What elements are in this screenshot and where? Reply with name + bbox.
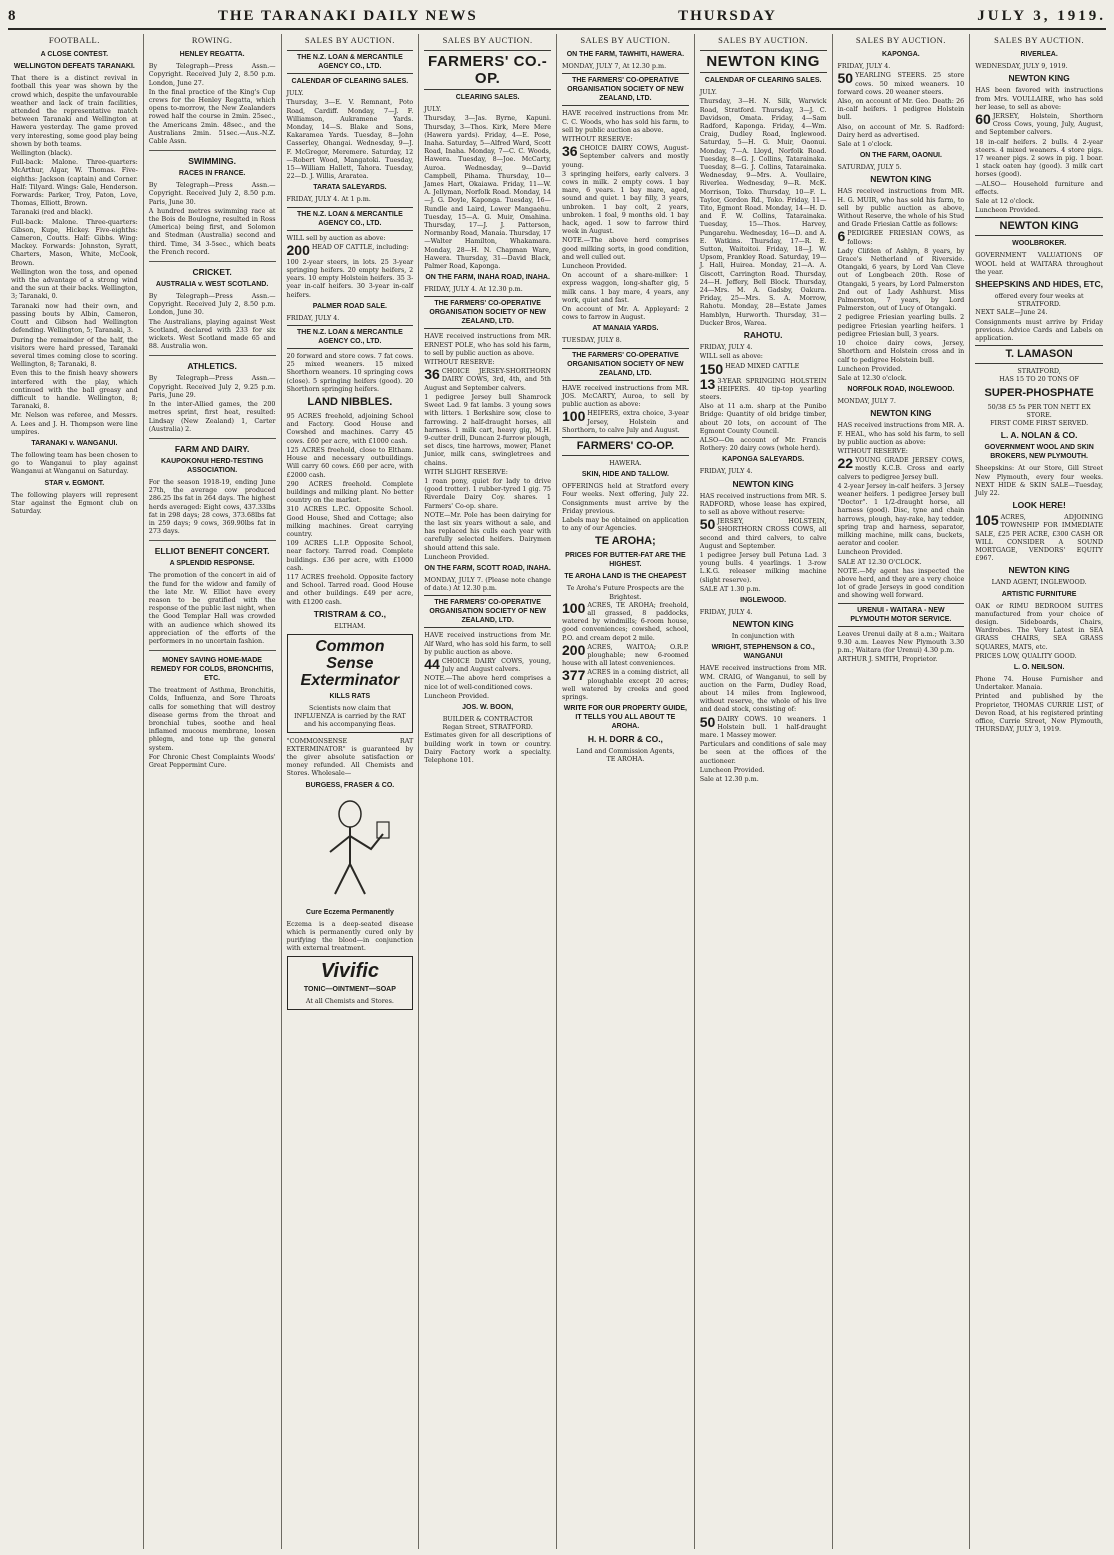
column-2 [144,34,282,1549]
paragraph: Full-back: Malone. Three-quarters: McArthur, Algar, W. Thomas. Five-eighths: Jackson (captain) and Corner. Half: Tilyard. Wings: Gale, Henderson. Forwards: Parker, Troy, Paton, Love, Thomas, Elliott, Brown. [11,158,138,208]
section-heading: URENUI - WAITARA - NEW PLYMOUTH MOTOR SERVICE. [838,603,965,627]
paragraph: For the season 1918-19, ending June 27th, the average cow produced 286.25 lbs fat in 264 days. The highest herds averaged: Eight cows, 437.33lbs fat in 298 days; 28 cows, 373.68lbs fat in 259 days; 9 cows, 369.90lbs fat in 273 days. [148,477,276,536]
lot-listing [700,377,827,402]
lot-listing [562,668,689,701]
lot-listing [838,229,965,245]
paragraph: Sale at 12.30 p.m. [699,775,759,784]
paragraph: HAVE received instructions from MR. JOS. McCARTY, Auroa, to sell by public auction as above: [562,383,689,409]
centered-line: FIRST COME FIRST SERVED. [990,419,1089,428]
paragraph: WITHOUT RESERVE: [424,358,495,367]
section-heading: NEWTON KING [1008,565,1070,576]
paragraph: By Telegraph—Press Assn.—Copyright. Received July 2, 8.50 p.m. London, June 30. [148,292,276,317]
paragraph: 1 pedigree Jersey bull Shamrock Sweet Lad. 9 fat lambs. 3 young sows with litters. 1 Berkshire sow, close to farrowing. 2 half-draught horses, all harness. 1 milk cart, heavy gig, M.H. 9-cutter drill, Duncan 2-furrow plough, set discs, tine harrows, mower, Planet Junior, milk cans, swingletrees and chains. [424,392,551,467]
centered-line: Land and Commission Agents, [576,747,675,756]
paragraph: Consignments must arrive by Friday previous. Advice Cards and Labels on application. [975,317,1103,343]
centered-line: BUILDER & CONTRACTOR [442,714,533,723]
lot-description: CHOICE DAIRY COWS, young, July and August calvers. [441,656,551,674]
section-heading: H. H. DORR & CO., [587,734,663,745]
section-heading: HENLEY REGATTA. [179,51,245,59]
paragraph: The treatment of Asthma, Bronchitis, Colds, Influenza, and Sore Throats calls for something that will destroy disease germs from the throat and bronchial tubes, soothe and heal inflamed mucous membrane, loosen phlegm, and tone up the general system. [148,686,276,752]
section-heading: SUPER-PHOSPHATE [984,386,1094,399]
paragraph: 1 pedigree Jersey bull Petuna Lad. 3 young bulls. 4 yearlings. 1 3-row L.K.G. releaser milking machine (slight reserve). [699,550,827,584]
section-heading: SHEEPSKINS AND HIDES, ETC, [975,279,1103,290]
lot-description: HEIFERS, extra choice, 3-year Jersey, Holstein and Shorthorn, to calve July and August. [562,409,689,434]
paragraph: During the remainder of the half, the visitors were hard pressed, Taranaki several times coming close to scoring. Wellington, 8; Taranaki, 8. [11,335,138,369]
paragraph: NOTE—Mr. Pole has been dairying for the last six years without a sale, and has replaced his culls each year with carefully selected heifers. Dairymen should attend this sale. [424,510,551,552]
section-heading: NEWTON KING [870,408,932,419]
centered-line: Te Aroha's Future Prospects are the Brightest. [566,584,684,601]
paragraph: Also at 11 a.m. sharp at the Punibo Bridge: Quantity of old bridge timber, about 20 lots, on account of The Egmont County Council. [699,402,827,435]
lot-number: 100 [562,408,586,425]
lot-description: 3-YEAR SPRINGING HOLSTEIN HEIFERS. 40 tip-top yearling steers. [699,376,827,401]
paragraph: FRIDAY, JULY 4. [699,607,753,616]
ad-subtitle: TONIC—OINTMENT—SOAP [303,986,396,994]
section-heading: ON THE FARM, INAHA ROAD, INAHA. [425,274,550,282]
paragraph: For Chronic Chest Complaints Woods' Great Peppermint Cure. [148,752,276,769]
paragraph: Also, on account of Mr. S. Radford: Dairy herd as advertised. [837,122,965,139]
section-heading: MONEY SAVING HOME-MADE REMEDY FOR COLDS, BRONCHITIS, ETC. [150,657,274,683]
paragraph: Also, on account of Mr. Geo. Death: 26 in-calf heifers. 1 pedigree Holstein bull. [837,97,965,122]
section-heading: GOVERNMENT WOOL AND SKIN BROKERS, NEW PLYMOUTH. [984,444,1094,461]
paragraph: The following team has been chosen to go to Wanganui to play against Wanganui at Wanganui on Saturday. [11,450,138,476]
paragraph: 290 ACRES freehold. Complete buildings and milking plant. No better country on the market. [286,479,414,505]
section-heading: NEWTON KING [870,174,932,185]
lot-description: YOUNG GRADE JERSEY COWS, mostly K.C.B. Cross and early calvers to pedigree Jersey bull. [837,456,965,481]
paragraph: 310 ACRES L.P.C. Opposite School. Good House, Shed and Cottage; also milking machines. Great carrying country. [286,505,414,538]
paragraph: HAS been favored with instructions from Mrs. VOULLAIRE, who has sold her lease, to sell as above: [975,86,1103,111]
column-4 [419,34,557,1549]
lot-number: 150 [699,360,724,377]
paragraph: HAVE received instructions from MR. WM. CRAIG, of Wanganui, to sell by auction on the Farm, Dudley Road, about 14 miles from Inglewood, without reserve, the whole of his live and dead stock, consisting of: [699,664,827,714]
column-header: SALES BY AUCTION. [718,35,809,45]
paragraph: Lady Clifden of Ashlyn, 8 years, by Grace's Netherland of Riverside. Otangaki, 6 years, by Lord Van Cleve out of Longbeach 20th. Rose of Otangaki, 5 years, by Lord Palmerston 2nd out of Lady Ashhurst. Miss Palmerston, 7 years, by Lord Palmerston, out of Lucy of Otangaki. [837,246,965,313]
column-6 [695,34,833,1549]
section-heading: THE FARMERS' CO-OPERATIVE ORGANISATION SOCIETY OF NEW ZEALAND, LTD. [562,73,689,106]
section-heading: A CLOSE CONTEST. [40,51,109,59]
section-heading: TARANAKI v. WANGANUI. [31,439,118,447]
paragraph: WILL sell as above: [699,352,763,361]
lot-listing [424,657,551,673]
section-heading: SKIN, HIDE AND TALLOW. [581,471,669,479]
section-heading: NEWTON KING [732,619,794,630]
ad-title: Vivific [320,960,379,983]
column-5 [557,34,695,1549]
section-heading: TE AROHA; [595,535,656,548]
section-heading: LOOK HERE! [1012,500,1066,511]
lot-listing [700,517,827,550]
paragraph: 10 choice dairy cows, Jersey, Shorthorn and Holstein cross and in calf to pedigree Holstein bull. [837,339,965,364]
paragraph: Luncheon Provided. [699,765,765,774]
paragraph: 100 2-year steers, in lots. 25 3-year springing heifers. 20 empty heifers, 2 years. 10 empty Holstein heifers. 35 3-year in-calf heifers. 30 3-year in-calf heifers. [286,257,414,299]
divider [149,150,276,151]
section-heading: ON THE FARM, SCOTT ROAD, INAHA. [424,564,551,572]
centered-line: 50/38 £5 5s PER TON NETT EX STORE. [987,402,1091,419]
centered-line: HAS 15 TO 20 TONS OF [999,375,1079,384]
ad-title: Common Sense Exterminator [300,637,400,689]
section-heading: WRITE FOR OUR PROPERTY GUIDE, IT TELLS YOU ALL ABOUT TE AROHA. [563,705,687,731]
centered-line: LAND AGENT, INGLEWOOD. [991,578,1087,587]
lot-number: 50 [837,70,854,87]
paragraph: Taranaki (red and black). [11,208,93,217]
lot-description: HEAD OF CATTLE, including: [311,242,409,251]
advertisement [287,634,414,733]
paragraph: On account of Mr. A. Appleyard: 2 cows to farrow in August. [562,305,689,322]
column-3 [282,34,420,1549]
column-1 [6,34,144,1549]
lot-number: 60 [975,111,991,128]
lot-description: ACRES, WAITOA; O.R.P. ploughable; new 6-roomed house with all latest conveniences. [562,642,689,668]
paragraph: HAVE received instructions from MR. ERNEST POLE, who has sold his farm, to sell by public auction as above. [424,332,551,357]
paragraph: WITH SLIGHT RESERVE: [424,467,508,476]
section-heading: CRICKET. [192,267,232,278]
section-heading: ARTISTIC FURNITURE [1001,590,1077,598]
centered-line: HAWERA. [609,458,642,467]
lot-description: HEAD MIXED CATTLE [725,361,800,370]
section-heading: LAND NIBBLES. [307,396,393,409]
lot-number: 50 [699,713,716,730]
paragraph: 125 ACRES freehold, close to Eltham. House and necessary outbuildings. Will carry 60 cows. £60 per acre, with £2000 cash. [286,445,414,479]
paragraph: The promotion of the concert in aid of the fund for the widow and family of the late Mr. W. Elliot have every reason to be gratified with the response of the public last night, when the Good Templar Hall was crowded with an audience which showed its appreciation of the efforts of the performers in no uncertain fashion. [148,571,276,645]
paragraph: By Telegraph—Press Assn.—Copyright. Received July 2, 8.50 p.m. London, June 27. [148,62,276,87]
section-heading: L. A. NOLAN & CO. [1000,430,1078,441]
paragraph: Thursday, 3—E. V. Remnant, Poto Road, Cardiff. Monday, 7—J. F. Williamson, Aukramene Yards. Monday, 14—S. Blake and Sons, Kakaramea Yards. Tuesday, 8—John Casserley, Ohangai. Wednesday, 9—J. F. McGregor, Meremere. Saturday, 12—Robert Wood, Mangatoki. Tuesday, 15—William Hallett, Tahora. Tuesday, 22—D. J. Willis, Araratea. [286,98,414,181]
paragraph: FRIDAY, JULY 4. [837,62,891,71]
lot-number: 13 [699,375,716,392]
section-heading: TE AROHA LAND IS THE CHEAPEST [564,573,687,581]
section-heading: NEWTON KING [732,478,794,489]
paragraph: ALSO—On account of Mr. Francis Rothery: 20 dairy cows (whole herd). [699,435,827,453]
section-heading: THE FARMERS' CO-OPERATIVE ORGANISATION SOCIETY OF NEW ZEALAND, LTD. [562,348,689,381]
paragraph: In the final practice of the King's Cup crews for the Henley Regatta, which opens to-morrow, the New Zealanders rowed half the course in 2min. 25sec., the Americans 2min. 48sec., and the Australians 2min. 51sec.—Aus.-N.Z. Cable Assn. [148,87,276,146]
masthead-day: THURSDAY [678,7,777,24]
divider [149,650,276,651]
divider [149,261,276,262]
paragraph: JULY. [699,88,717,97]
paragraph: The following players will represent Star against the Egmont club on Saturday. [11,490,138,515]
paragraph: HAVE received instructions from Mr. Alf Ward, who has sold his farm, to sell by public auction as above. [424,631,551,656]
ad-text: At all Chemists and Stores. [305,997,394,1006]
lot-listing [700,362,827,376]
lot-description: ACRES, ADJOINING TOWNSHIP FOR IMMEDIATE SALE, £25 PER ACRE, £300 CASH OR WILL CONSIDER A SOUND MORTGAGE, VENDORS' EQUITY £967. [975,513,1103,563]
paragraph: SALE AT 1.30 p.m. [699,584,761,593]
section-heading: TRISTRAM & CO., [313,608,386,619]
paragraph: Luncheon Provided. [562,262,627,271]
paragraph: FRIDAY, JULY 4. [699,467,753,476]
lot-description: ACRES, TE AROHA; freehold, all grassed, 8 paddocks, watered by windmills; 6-room house, good conveniences; cowshed, school, P.O. and cream depot 2 mile. [562,600,689,642]
section-heading: CALENDAR OF CLEARING SALES. [704,77,822,85]
paragraph: NOTE.—The above herd comprises good milking sorts, in good condition, and well culled out. [562,236,689,261]
section-heading: RIVERLEA. [1020,51,1058,59]
paragraph: That there is a distinct revival in football this year was shown by the crowd which, despite the unfavourable weather and lack of train facilities, attended the representative match between Taranaki and Wellington at Hawera yesterday. The game proved very interesting, some good play being shown by both teams. [11,74,138,148]
paragraph: WEDNESDAY, JULY 9, 1919. [975,62,1068,71]
paragraph: 20 forward and store cows. 7 fat cows. 25 mixed weaners. 15 mixed Shorthorn weaners. 10 springing cows (close). 5 springing heifers (good). 20 Shorthorn springing heifers. [286,352,414,393]
paragraph: Estimates given for all descriptions of building work in town or country. Dairy Factory work a specialty. Telephone 101. [424,731,551,764]
paragraph: WILL sell by auction as above: [286,233,386,242]
paragraph: FRIDAY, JULY 4. At 1 p.m. [286,195,371,204]
section-heading: PALMER ROAD SALE. [312,302,387,310]
lot-description: YEARLING STEERS. 25 store cows. 50 mixed weaners. 10 forward cows. 20 weaner steers. [837,71,965,96]
paragraph: —ALSO— Household furniture and effects. [975,179,1103,196]
section-heading: KAPONGA. [882,51,920,59]
section-heading: JOS. W. BOON, [462,703,514,711]
paragraph: HAS received instructions from MR. H. G. MUIR, who has sold his farm, to sell by public auction as above, Without Reserve, the whole of his Stud and Grade Friesian Cattle as follows: [837,187,965,229]
paragraph: Full-back: Malone. Three-quarters: Gibson, Kupe, Hickey. Five-eighths: Cameron, Coutts. Half: Gibbs. Wing: Mackey. Forwards: Johnston, Syratt, Charters, Mason, White, McCook, Brown. [11,217,138,267]
page-number: 8 [8,7,18,24]
paragraph: Leaves Urenui daily at 8 a.m.; Waitara 9.30 a.m. Leaves New Plymouth 3.30 p.m.; Waitara (for Urenui) 4.30 p.m. [837,629,965,654]
section-heading: NEWTON KING [1008,73,1070,84]
lot-listing [287,243,414,257]
lot-listing [700,715,827,740]
section-heading: WRIGHT, STEPHENSON & CO., WANGANUI [711,644,815,661]
paragraph: MONDAY, JULY 7. [837,397,896,406]
paragraph: 18 in-calf heifers. 2 bulls. 4 2-year steers. 4 mixed weaners. 4 store pigs. 17 weaner pigs. 2 sows in pig. 1 boar. 1 stack oaten hay (good). 3 milk cart horses (good). [975,137,1103,179]
paragraph: MONDAY, JULY 7. (Please note change of date.) At 12.30 p.m. [424,575,551,593]
paragraph: Wellington (black). [11,149,73,158]
paragraph: JULY. [424,105,442,114]
column-header: SALES BY AUCTION. [994,35,1085,45]
paragraph: On account of a share-milker: 1 express waggon, long-shafter gig, 5 milk cans. 1 bay mare, 4 years, any work, quiet and fast. [562,271,689,304]
paragraph: FRIDAY, JULY 4. [286,313,340,322]
lot-description: CHOICE JERSEY-SHORTHORN DAIRY COWS, 3rd, 4th, and 5th August and September calvers. [424,367,551,392]
column-header: SALES BY AUCTION. [442,35,533,45]
column-header: SALES BY AUCTION. [855,35,946,45]
section-heading: SWIMMING. [188,156,236,167]
column-header: SALES BY AUCTION. [304,35,395,45]
lot-number: 377 [562,667,586,684]
paragraph: WITHOUT RESERVE: [562,135,633,144]
paragraph: SALE AT 12.30 O'CLOCK. [837,557,922,566]
section-heading: AUSTRALIA v. WEST SCOTLAND. [155,281,269,289]
section-heading: KAUPOKONUI HERD-TESTING ASSOCIATION. [160,457,264,474]
lot-description: ACRES in a coming district, all ploughable except 20 acres; well watered by creeks and good springs. [562,668,689,701]
column-7 [833,34,971,1549]
paragraph: HAS received instructions from MR. A. F. HEAL, who has sold his farm, to sell by public auction as above: [837,421,965,446]
lot-listing [562,643,689,668]
lot-number: 36 [562,143,578,160]
section-heading: STAR v. EGMONT. [44,479,105,487]
lot-listing [562,601,689,642]
section-heading: THE FARMERS' CO-OPERATIVE ORGANISATION SOCIETY OF NEW ZEALAND, LTD. [424,595,551,628]
paragraph: Luncheon Provided. [837,364,903,373]
section-heading: WOOLBROKER. [1012,240,1067,248]
section-heading: ON THE FARM, TAWHITI, HAWERA. [566,51,685,59]
paragraph: MONDAY, JULY 7, At 12.30 p.m. [562,62,667,71]
lot-number: 200 [286,241,310,258]
paragraph: ARTHUR J. SMITH, Proprietor. [837,655,938,664]
paragraph: Printed and published by the Proprietor, THOMAS CURRIE LIST, of Devon Road, at his registered printing office, Currie Street, New Plymouth, THURSDAY, JULY 3, 1919. [975,692,1103,734]
advertisement [287,956,414,1009]
paragraph: NOTE.—The above herd comprises a nice lot of well-conditioned cows. [424,674,551,691]
divider [149,438,276,439]
paragraph: A hundred metres swimming race at the Bois de Boulogne, resulted in Ross (America) being first, and Solomon and Stedman (Australia) second and third. Time, 34 3-5sec., which beats the French record. [148,206,276,256]
paragraph: FRIDAY, JULY 4. [699,343,753,352]
centered-line: ELTHAM. [334,621,366,630]
lot-description: CHOICE DAIRY COWS, August-September calvers and mostly young. [562,144,689,169]
section-heading: AT MANAIA YARDS. [592,325,659,333]
column-header: FOOTBALL. [48,35,100,45]
paragraph: 95 ACRES freehold, adjoining School and Factory. Good House and Cowshed and machines. Carry 45 cows. £60 per acre, with £1000 cash. [286,412,414,445]
paragraph: NOTE.—My agent has inspected the above herd, and they are a very choice lot of grade Jerseys in good condition and showing well forward. [837,566,965,600]
paragraph: HAVE received instructions from Mr. C. C. Woods, who has sold his farm, to sell by public auction as above. [562,109,689,134]
section-heading: THE N.Z. LOAN & MERCANTILE AGENCY CO., LTD. [287,325,414,349]
section-heading: FARMERS' CO.-OP. [424,50,551,90]
lot-listing [838,71,965,96]
lot-number: 36 [424,366,440,383]
lot-number: 22 [837,455,854,472]
lot-listing [838,456,965,481]
paragraph: Sheepskins: At our Store, Gill Street New Plymouth, every four weeks. NEXT HIDE & SKIN SALE—Tuesday, July 22. [975,464,1103,497]
column-header: SALES BY AUCTION. [580,35,671,45]
section-heading: NEWTON KING [700,50,827,73]
lot-listing [975,513,1103,562]
section-heading: ELLIOT BENEFIT CONCERT. [154,546,270,557]
paragraph: Wellington won the toss, and opened with the advantage of a strong wind and the sun at their backs. Wellington, 3; Taranaki, 0. [11,267,138,301]
lot-description: JERSEY, HOLSTEIN, SHORTHORN CROSS COWS, all second and third calvers, to calve August and September. [699,517,827,550]
section-heading: CALENDAR OF CLEARING SALES. [291,78,409,86]
centered-line: STRATFORD, [1017,367,1061,376]
paragraph: Labels may be obtained on application to any of our Agencies. [562,515,689,533]
paragraph: Eczema is a deep-seated disease which is permanently cured only by purifying the blood—in conjunction with external treatment. [286,919,414,953]
paragraph: Phone 74. House Furnisher and Undertaker. Manaia. [975,674,1103,692]
paragraph: Taranaki now had their own, and passing bouts by Albin, Cameron, Coutt and Gibson had Wellington defending. Wellington, 5; Taranaki, 3. [11,301,138,335]
masthead-date: JULY 3, 1919. [977,7,1106,24]
paragraph: By Telegraph—Press Assn.—Copyright. Received July 2, 8.50 p.m. Paris, June 30. [148,181,276,206]
paragraph: FRIDAY, JULY 4. At 12.30 p.m. [424,285,523,294]
paragraph: HAS received instructions from MR. S. RADFORD, whose lease has expired, to sell as above without reserve: [699,491,827,516]
section-heading: RACES IN FRANCE. [178,170,246,178]
newspaper-columns [6,34,1108,1549]
paragraph: JULY. [286,89,304,98]
column-8 [970,34,1108,1549]
section-heading: NORFOLK ROAD, INGLEWOOD. [847,386,955,394]
lot-description: PEDIGREE FRIESIAN COWS, as follows: [847,229,965,246]
section-heading: WELLINGTON DEFEATS TARANAKI. [13,63,135,71]
paragraph: 1 roan pony, quiet for lady to drive (good trotter). 1 rubber-tyred 1 gig. 75 Riverdale Dairy Coy. shares. 1 Farmers' Co-op. share. [424,476,551,510]
paragraph: Luncheon Provided. [424,552,490,561]
lot-description: DAIRY COWS. 10 weaners. 1 Holstein bull. 1 half-draught mare. 1 Massey mower. [699,714,827,739]
centered-line: offered every four weeks at STRATFORD. [994,292,1084,309]
section-heading: ATHLETICS. [187,361,237,372]
section-heading: PRICES FOR BUTTER-FAT ARE THE HIGHEST. [565,552,686,569]
paragraph: PRICES LOW, QUALITY GOOD. [975,651,1077,660]
paragraph: Luncheon Provided. [975,206,1041,215]
lot-listing [562,144,689,169]
section-heading: T. LAMASON [975,345,1103,364]
paragraph: OFFERINGS held at Stratford every Four weeks. Next offering, July 22. Consignments must arrive by the Friday previous. [562,482,689,515]
section-heading: THE N.Z. LOAN & MERCANTILE AGENCY CO., LTD. [287,207,414,231]
section-heading: INGLEWOOD. [740,596,787,604]
newspaper-title: THE TARANAKI DAILY NEWS [217,7,478,24]
section-heading: BURGESS, FRASER & CO. [305,781,395,789]
advertisement-illustration [287,794,414,904]
paragraph: The Australians, playing against West Scotland, declared with 233 for six wickets. West Scotland made 65 and 88. Australia won. [148,317,276,351]
section-heading: THE FARMERS' CO-OPERATIVE ORGANISATION SOCIETY OF NEW ZEALAND, LTD. [424,296,551,329]
paragraph: SATURDAY, JULY 5. [837,163,902,172]
lot-description: JERSEY, Holstein, Shorthorn Cross Cows, young, July, August, and September calvers. [975,112,1103,137]
lot-number: 44 [424,655,440,672]
paragraph: By Telegraph—Press Assn.—Copyright. Received July 2, 9.25 p.m. Paris, June 29. [148,374,276,399]
lot-listing [975,112,1103,137]
paragraph: TUESDAY, JULY 8. [562,336,622,345]
section-heading: L. O. NEILSON. [1013,663,1065,671]
centered-line: In conjunction with [731,632,795,641]
paragraph: Luncheon Provided. [424,691,490,700]
column-header: ROWING. [191,35,233,45]
section-heading: TARATA SALEYARDS. [313,184,387,192]
divider [149,355,276,356]
lot-number: 50 [699,516,716,533]
masthead [8,4,1106,30]
lot-number: 100 [562,599,586,616]
section-heading: A SPLENDID RESPONSE. [169,560,255,568]
section-heading: NEWTON KING [975,217,1103,236]
centered-line: Regan Street, STRATFORD. [442,723,533,732]
paragraph: Sale at 12.30 o'clock. [837,373,907,382]
paragraph: Luncheon Provided. [837,548,903,557]
paragraph: Even this to the finish heavy showers interfered with the play, which continued with the ball greasy and difficult to handle. Wellington, 8; Taranaki, 8. [11,369,138,411]
paragraph: 3 springing heifers, early calvers. 3 cows in milk. 2 empty cows. 1 bay mare, 6 years. 1 bay mare, aged, sound and quiet. 1 bay filly, 3 years, unbroken. 1 bay colt, 2 years, unbroken. 1 foal, 9 months old. 1 bay hack, aged. 1 sow to farrow third week in August. [562,169,689,236]
paragraph: Sale at 1 o'clock. [837,140,893,149]
paragraph: 117 ACRES freehold. Opposite factory and School. Tarred road. Good House and other buildings. £49 per acre, with £1200 cash. [286,572,414,606]
section-heading: ON THE FARM, OAONUI. [859,152,942,160]
paragraph: NEXT SALE—June 24. [975,308,1048,317]
paragraph: Sale at 12 o'clock. [975,197,1035,206]
section-heading: FARM AND DAIRY. [174,443,250,454]
lot-listing [562,409,689,434]
lot-number: 105 [975,512,999,529]
paragraph: 2 pedigree Friesian yearling bulls. 2 pedigree Friesian yearling heifers. 1 pedigree Friesian bull, 3 years. [837,313,965,338]
paragraph: GOVERNMENT VALUATIONS OF WOOL held at WAITARA throughout the year. [975,251,1103,276]
section-heading: CLEARING SALES. [455,94,520,102]
section-heading: Cure Eczema Permanently [305,908,394,916]
divider [149,540,276,541]
paragraph: Mr. Nelson was referee, and Messrs. A. Lees and J. H. Thompson were line umpires. [11,411,138,436]
lot-number: 6 [837,228,846,245]
paragraph: OAK or RIMU BEDROOM SUITES manufactured from your choice of design. Sideboards, Chairs, Wardrobes. The Very Latest in SEA GRASS CHAIRS, SEA GRASS SQUARES, MATS, etc. [975,601,1103,651]
paragraph: 4 2-year Jersey in-calf heifers. 3 Jersey weaner heifers. 1 pedigree Jersey bull "Doctor". 1 1/2-draught horse, all harness (good). Disc, tyne and chain harrows, plough, hay-rake, hay tedder, spring trap and harness, separator, milking machine, milk cans, buckets, aerator and cooler. [837,481,965,548]
section-heading: KAPONGA SALEYARDS. [722,456,805,464]
section-heading: THE N.Z. LOAN & MERCANTILE AGENCY CO., LTD. [287,50,414,74]
paragraph: "COMMONSENSE RAT EXTERMINATOR" is guaranteed by the giver absolute satisfaction or money refunded. All Chemists and Stores. Wholesale— [286,736,414,778]
paragraph: Particulars and conditions of sale may be seen at the offices of the auctioneer. [699,740,827,765]
paragraph: 109 ACRES L.I.P. Opposite School, near factory. Tarred road. Complete buildings. £36 per acre, with £1000 cash. [286,539,414,572]
paragraph: WITHOUT RESERVE: [837,446,908,455]
paragraph: Thursday, 3—H. N. Silk, Warwick Road, Stratford. Thursday, 3—J. C. Davidson, Omata. Friday, 4—Sam Radford, Kaponga. Friday, 4—Wm. Craig, Dudley Road, Inglewood. Saturday, 5—H. G. Muir, Oaonui. Monday, 7—A. Lloyd, Norfolk Road. Tuesday, 8—G. J. Collins, Tatarainaka. Tuesday, 8—G. J. Collins, Tatarainaka. Wednesday, 9—Mrs. A. Voullaire, Riverlea. Wednesday, 9—R. McK. Morrison, Toko. Thursday, 10—F. L. Taylor, Gordon Rd., Toko. Friday, 11—Tito, Egmont Road. Monday, 14—H. D. and F. W. Collins, Tatarainaka. Tuesday, 15—Thos. Harvey, Pungarehu. Wednesday, 16—D. and A. E. Watkins. Thursday, 17—R. E. Sutton, Waitoitoi. Friday, 18—J. W. Upsom, Frankley Road. Saturday, 19—J. Hall, Huirea. Monday, 21—A. A. Giscott, Carrington Road. Thursday, 24—H. Jeffery, Bell Block. Thursday, 24—Mrs. M. A. Gadsby, Oakura. Friday, 25—Mrs. S. A. Morrow, Rahotu. Monday, 28—Estate James Hamblyn, Hurworth. Thursday, 31—Ducker Bros, Warea. [699,97,827,327]
section-heading: RAHOTU. [743,330,783,341]
ad-subtitle: KILLS RATS [329,692,371,700]
centered-line: TE AROHA. [606,755,645,764]
ad-text: Scientists now claim that INFLUENZA is carried by the RAT and his accompanying fleas. [294,703,406,729]
section-heading: FARMERS' CO-OP. [562,437,689,456]
lot-number: 200 [562,641,586,658]
paragraph: In the inter-Allied games, the 200 metres sprint, first heat, resulted: Lindsay (New Zealand) 1, Carter (Australia) 2. [148,400,276,433]
lot-listing [424,367,551,392]
paragraph: Thursday, 3—Jas. Byrne, Kapuni. Thursday, 3—Thos. Kirk, Mere Mere (Hawera yards). Friday, 4—E. Pose, Inaha. Saturday, 5—Alfred Ward, Scott Road, Inaha. Monday, 7—C. C. Woods, Hawera. Tuesday, 8—Joe. McCarty, Auroa. Wednesday, 9—David Campbell, Pihama. Thursday, 10—James Hart, Okaiawa. Friday, 11—W. A. Jellyman, Norfolk Road. Monday, 14—J. G. Doyle, Kaponga. Tuesday, 16—Rundle and Laird, Lower Mangaehu. Tuesday, 15—A. G. Muir, Omahina. Thursday, 17—J. J. Patterson, Normanby Road, Manaia. Thursday, 17—Walter Hamilton, Whakamara. Monday, 28—H. N. Chapman Ware, Hawera. Thursday, 31—David Black, Palmer Road, Kaponga. [424,114,551,271]
